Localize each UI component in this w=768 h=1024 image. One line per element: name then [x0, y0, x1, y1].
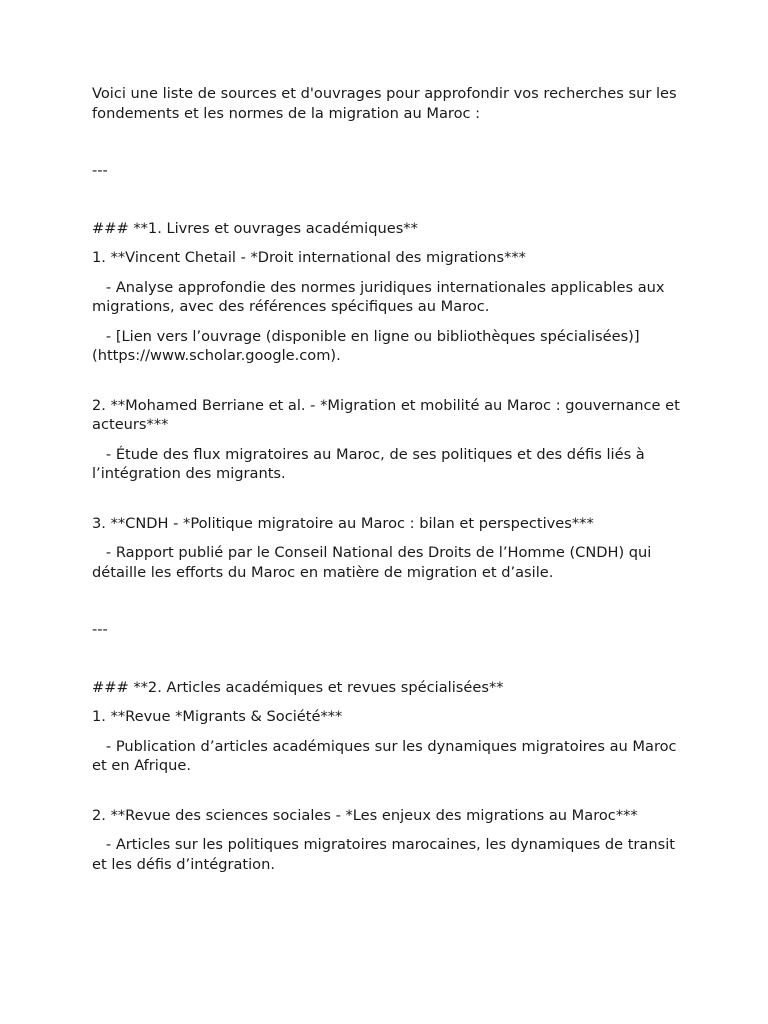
intro-paragraph: Voici une liste de sources et d'ouvrages pour approfondir vos recherches sur les fondements et les normes de la migration au Maroc :: [92, 85, 682, 122]
section-2-item-1-title: 1. **Revue *Migrants & Société***: [92, 708, 343, 725]
section-1-item-2-line-1: - Étude des flux migratoires au Maroc, de ses politiques et des défis liés à l’intégration des migrants.: [92, 445, 650, 482]
section-1-item-1-line-1: - Analyse approfondie des normes juridiques internationales applicables aux migrations, avec des références spécifiques au Maroc.: [92, 278, 670, 315]
section-1-item-2-title: 2. **Mohamed Berriane et al. - *Migration et mobilité au Maroc : gouvernance et acteurs***: [92, 396, 685, 433]
section-2-item-2-line-1: - Articles sur les politiques migratoires marocaines, les dynamiques de transit et les défis d’intégration.: [92, 836, 680, 873]
section-1-item-1-line-2: - [Lien vers l’ouvrage (disponible en ligne ou bibliothèques spécialisées)](https://www.scholar.google.com).: [92, 327, 640, 364]
separator-2: ---: [92, 621, 108, 638]
section-2-heading: ### **2. Articles académiques et revues spécialisées**: [92, 678, 504, 696]
section-1-item-3-line-1: - Rapport publié par le Conseil National des Droits de l’Homme (CNDH) qui détaille les efforts du Maroc en matière de migration et d’asile.: [92, 544, 657, 581]
section-2-item-1-line-1: - Publication d’articles académiques sur les dynamiques migratoires au Maroc et en Afrique.: [92, 737, 682, 774]
document-page: [92, 84, 692, 874]
section-1-item-3-title: 3. **CNDH - *Politique migratoire au Maroc : bilan et perspectives***: [92, 514, 594, 532]
section-1-heading: ### **1. Livres et ouvrages académiques**: [92, 219, 418, 237]
section-1-item-1-title: 1. **Vincent Chetail - *Droit international des migrations***: [92, 249, 526, 266]
separator-1: ---: [92, 162, 108, 179]
section-2-item-2-title: 2. **Revue des sciences sociales - *Les enjeux des migrations au Maroc***: [92, 806, 638, 824]
